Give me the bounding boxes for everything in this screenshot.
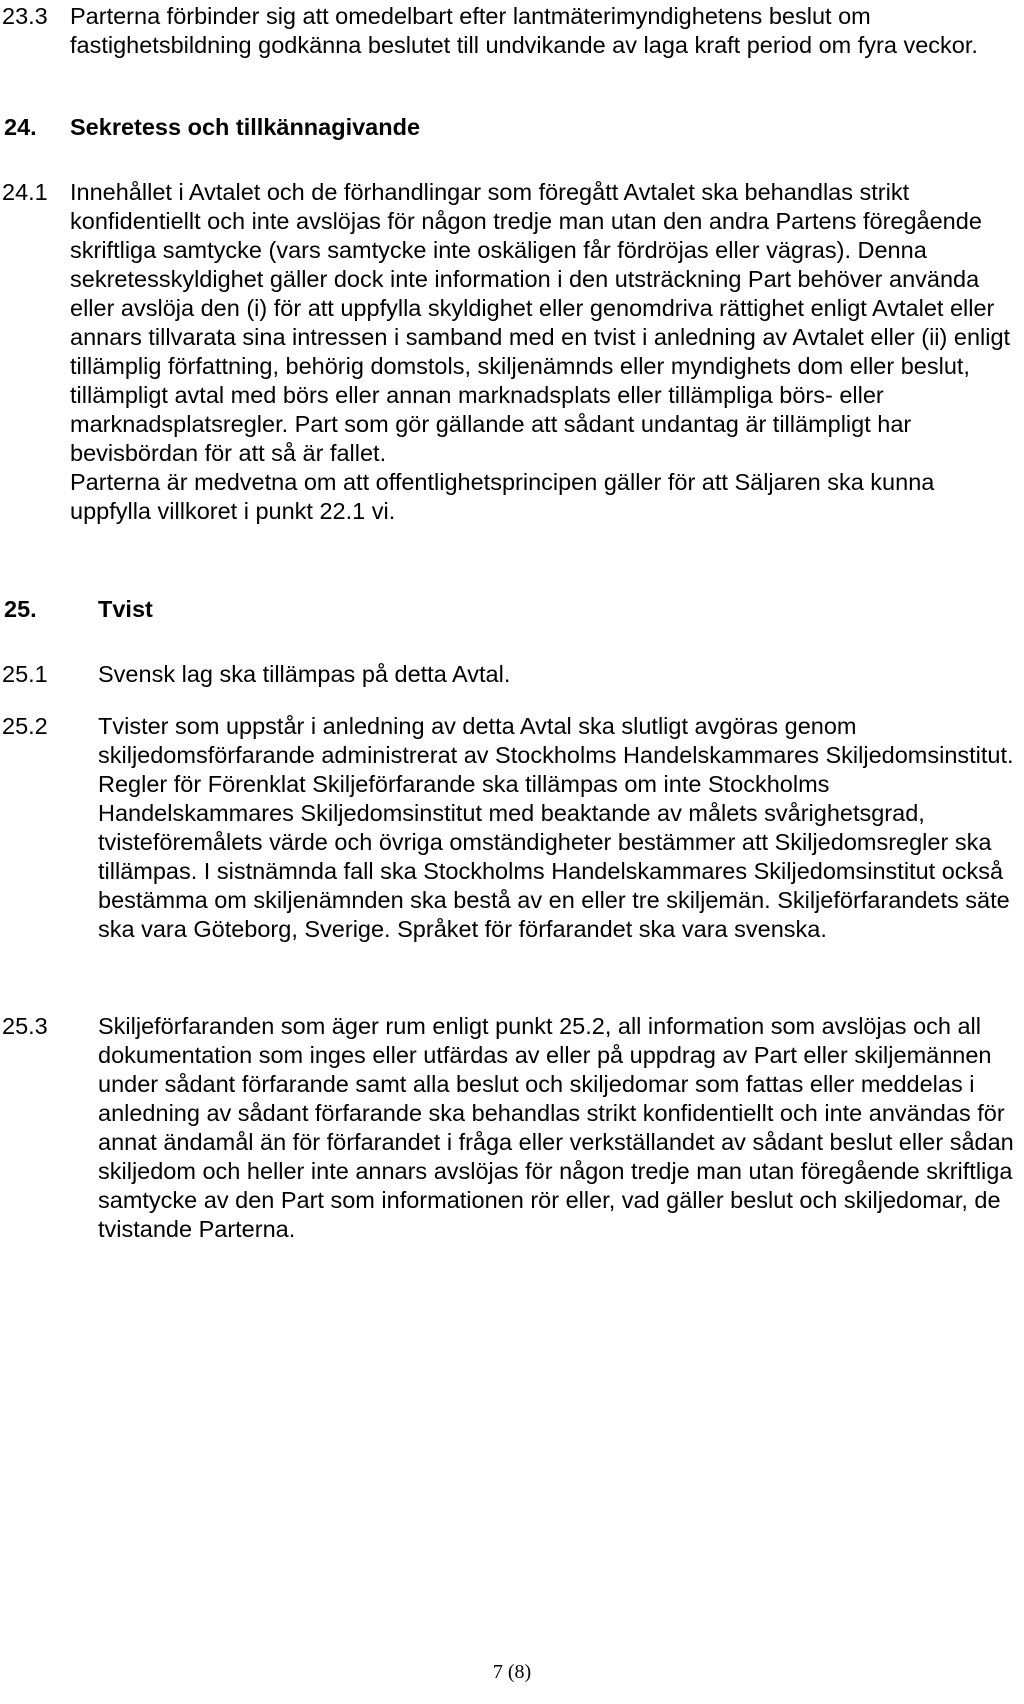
clause-text: Tvister som uppstår i anledning av detta Avtal ska slutligt avgöras genom skiljedomsförfarande administrerat av Stockholms Handelskammares Skiljedomsinstitut. Regler för Förenklat Skiljeförfarande ska tillämpas om inte Stockholms Handelskammares Skiljedomsinstitut med beaktande av målets svårighetsgrad, tvisteföremålets värde och övriga omständigheter bestämmer att Skiljedomsregler ska tillämpas. I sistnämnda fall ska Stockholms Handelskammares Skiljedomsinstitut också bestämma om skiljenämnden ska bestå av en eller tre skiljemän. Skiljeförfarandets säte ska vara Göteborg, Sverige. Språket för förfarandet ska vara svenska. [98,713,1014,942]
clause-body [70,178,1020,526]
section-number: 24. [4,114,37,140]
section-heading: Tvist [98,596,153,622]
clause-number: 23.3 [2,3,48,29]
clause-number: 25.3 [2,1013,48,1039]
clause-number: 25.2 [2,713,48,739]
clause-text: Innehållet i Avtalet och de förhandlingar som föregått Avtalet ska behandlas strikt konfidentiellt och inte avslöjas för någon tredje man utan den andra Partens föregående skriftliga samtycke (vars samtycke inte oskäligen får fördröjas eller vägras). Denna sekretesskyldighet gäller dock inte information i den utsträckning Part behöver använda eller avslöja den (i) för att uppfylla skyldighet eller genomdriva rättighet enligt Avtalet eller annars tillvarata sina intressen i samband med en tvist i anledning av Avtalet eller (ii) enligt tillämplig författning, behörig domstols, skiljenämnds eller myndighets dom eller beslut, tillämpligt avtal med börs eller annan marknadsplats eller tillämpliga börs- eller marknadsplatsregler. Part som gör gällande att sådant undantag är tillämpligt har bevisbördan för att så är fallet. [70,179,1011,466]
section-heading: Sekretess och tillkännagivande [70,114,421,140]
clause-text: Svensk lag ska tillämpas på detta Avtal. [98,661,511,687]
page-number: 7 (8) [492,1661,532,1683]
clause-text: Skiljeförfaranden som äger rum enligt punkt 25.2, all information som avslöjas och all dokumentation som inges eller utfärdas av eller på uppdrag av Part eller skiljemännen under sådant förfarande samt alla beslut och skiljedomar som fattas eller meddelas i anledning av sådant förfarande ska behandlas strikt konfidentiellt och inte användas för annat ändamål än för förfarandet i fråga eller verkställandet av sådant beslut eller sådan skiljedom och heller inte annars avslöjas för någon tredje man utan föregående skriftliga samtycke av den Part som informationen rör eller, vad gäller beslut och skiljedomar, de tvistande Parterna. [98,1013,1014,1242]
clause-text: Parterna förbinder sig att omedelbart efter lantmäterimyndighetens beslut om fastighetsbildning godkänna beslutet till undvikande av laga kraft period om fyra veckor. [70,3,978,58]
clause-text-secondary: Parterna är medvetna om att offentlighetsprincipen gäller för att Säljaren ska kunna uppfylla villkoret i punkt 22.1 vi. [70,469,935,524]
clause-number: 25.1 [2,661,48,687]
clause-number: 24.1 [2,179,48,205]
section-number: 25. [4,596,37,622]
